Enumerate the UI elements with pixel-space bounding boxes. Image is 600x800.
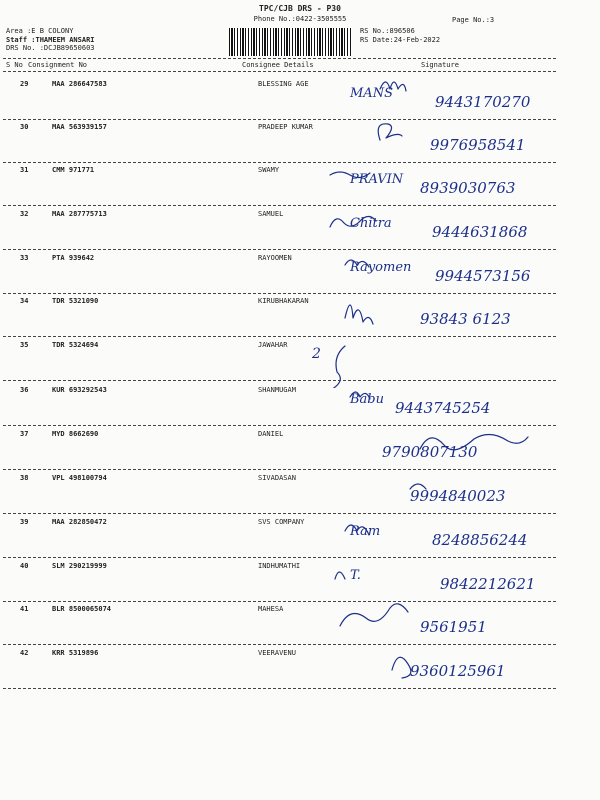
barcode	[229, 28, 352, 56]
row-consignment-number: TDR 5324694	[52, 341, 99, 349]
row-consignment-number: MYD 8662690	[52, 430, 99, 438]
table-row	[0, 251, 600, 295]
row-consignee-name: PRADEEP KUMAR	[258, 123, 313, 131]
row-serial-number: 41	[20, 605, 29, 613]
header-left	[6, 27, 95, 53]
signature-phone-number: 93843 6123	[420, 310, 511, 328]
row-serial-number: 34	[20, 297, 29, 305]
signature-phone-number: 9444631868	[432, 223, 528, 241]
row-consignee-name: VEERAVENU	[258, 649, 296, 657]
row-consignee-name: DANIEL	[258, 430, 284, 438]
signature-stroke	[410, 484, 426, 489]
header-rule-bottom	[3, 71, 556, 72]
row-consignee-name: RAYOOMEN	[258, 254, 292, 262]
signature-phone-number: 9976958541	[430, 136, 526, 154]
row-divider	[3, 380, 556, 381]
row-consignee-name: INDHUMATHI	[258, 562, 301, 570]
signature-phone-number: 9842212621	[440, 575, 536, 593]
signature-stroke	[345, 525, 369, 535]
row-divider	[3, 425, 556, 426]
table-row	[0, 294, 600, 338]
rs-date: RS Date:24-Feb-2022	[360, 35, 441, 44]
row-consignee-name: SHANMUGAM	[258, 386, 296, 394]
row-consignee-name: SWAMY	[258, 166, 280, 174]
signature-stroke	[350, 392, 370, 399]
area-label: Area :E B COLONY	[6, 27, 74, 35]
row-divider	[3, 644, 556, 645]
col-consignment: Consignment No	[28, 61, 88, 69]
row-serial-number: 29	[20, 80, 29, 88]
row-serial-number: 33	[20, 254, 29, 262]
signature-stroke	[420, 434, 528, 449]
signature-phone-number: 9561951	[420, 618, 487, 636]
row-consignee-name: JAWAHAR	[258, 341, 288, 349]
table-row	[0, 77, 600, 121]
row-serial-number: 35	[20, 341, 29, 349]
table-row	[0, 120, 600, 164]
handwritten-signature	[0, 67, 600, 127]
row-consignment-number: TDR 5321090	[52, 297, 99, 305]
signature-phone-number: 8939030763	[420, 179, 516, 197]
row-serial-number: 40	[20, 562, 29, 570]
signature-name: MANS	[350, 86, 393, 101]
signature-phone-number: 9443170270	[435, 93, 531, 111]
row-consignment-number: MAA 287775713	[52, 210, 107, 218]
signature-name: T.	[350, 568, 361, 583]
row-consignment-number: PTA 939642	[52, 254, 95, 262]
drs-number: DRS No. :DCJB89650603	[6, 44, 95, 53]
header-right	[360, 27, 440, 44]
table-row	[0, 427, 600, 471]
table-row	[0, 559, 600, 603]
row-divider	[3, 249, 556, 250]
table-row	[0, 383, 600, 427]
row-consignee-name: BLESSING AGE	[258, 80, 309, 88]
rs-number: RS No.:896506	[360, 27, 415, 35]
row-consignee-name: MAHESA	[258, 605, 284, 613]
signature-stroke	[327, 346, 345, 388]
row-serial-number: 38	[20, 474, 29, 482]
signature-stroke	[345, 305, 373, 324]
row-divider	[3, 205, 556, 206]
row-consignment-number: MAA 282850472	[52, 518, 107, 526]
row-consignment-number: MAA 286647583	[52, 80, 107, 88]
table-row	[0, 207, 600, 251]
row-consignee-name: SIVADASAN	[258, 474, 296, 482]
table-row	[0, 338, 600, 382]
signature-stroke	[335, 572, 345, 579]
signature-stroke	[380, 82, 406, 91]
signature-stroke	[340, 604, 408, 626]
signature-stroke	[392, 657, 411, 678]
row-serial-number: 42	[20, 649, 29, 657]
row-consignee-name: SAMUEL	[258, 210, 284, 218]
signature-stroke	[345, 260, 369, 267]
row-consignment-number: KUR 693292543	[52, 386, 107, 394]
table-row	[0, 602, 600, 646]
signature-stroke	[330, 216, 376, 227]
row-divider	[3, 336, 556, 337]
row-consignment-number: VPL 498100794	[52, 474, 107, 482]
signature-stroke	[378, 124, 402, 140]
row-serial-number: 32	[20, 210, 29, 218]
signature-name: Babu	[350, 392, 384, 407]
col-consignee: Consignee Details	[242, 61, 314, 69]
signature-name: PRAVIN	[350, 172, 404, 187]
row-consignment-number: KRR 5319896	[52, 649, 99, 657]
signature-name: 2	[312, 346, 321, 362]
signature-phone-number: 9994840023	[410, 487, 506, 505]
staff-label: Staff :THAMEEM ANSARI	[6, 35, 95, 44]
row-serial-number: 39	[20, 518, 29, 526]
row-consignment-number: MAA 563939157	[52, 123, 107, 131]
signature-phone-number: 9944573156	[435, 267, 531, 285]
col-sno: S No	[6, 61, 23, 69]
row-divider	[3, 557, 556, 558]
signature-phone-number: 9443745254	[395, 399, 491, 417]
row-serial-number: 37	[20, 430, 29, 438]
handwritten-signature	[0, 373, 600, 433]
page-number: Page No.:3	[452, 16, 495, 24]
table-row	[0, 515, 600, 559]
row-serial-number: 30	[20, 123, 29, 131]
table-row	[0, 646, 600, 690]
col-signature: Signature	[421, 61, 459, 69]
signature-stroke	[330, 172, 370, 178]
signature-phone-number: 8248856244	[432, 531, 528, 549]
row-serial-number: 36	[20, 386, 29, 394]
row-consignment-number: CMM 971771	[52, 166, 95, 174]
row-consignment-number: SLM 290219999	[52, 562, 107, 570]
signature-name: Ram	[350, 524, 381, 539]
signature-name: Rayomen	[350, 260, 412, 275]
document-title: TPC/CJB DRS - P30	[259, 4, 341, 13]
row-consignee-name: SVS COMPANY	[258, 518, 305, 526]
signature-name: Chitra	[350, 216, 392, 231]
row-divider	[3, 688, 556, 689]
row-consignee-name: KIRUBHAKARAN	[258, 297, 309, 305]
row-serial-number: 31	[20, 166, 29, 174]
row-consignment-number: BLR 8500065074	[52, 605, 112, 613]
phone-number: Phone No.:0422-3505555	[253, 15, 347, 23]
signature-phone-number: 9360125961	[410, 662, 506, 680]
table-row	[0, 163, 600, 207]
table-row	[0, 471, 600, 515]
signature-phone-number: 9790807130	[382, 443, 478, 461]
row-divider	[3, 469, 556, 470]
row-divider	[3, 513, 556, 514]
header-rule-top	[3, 58, 556, 59]
